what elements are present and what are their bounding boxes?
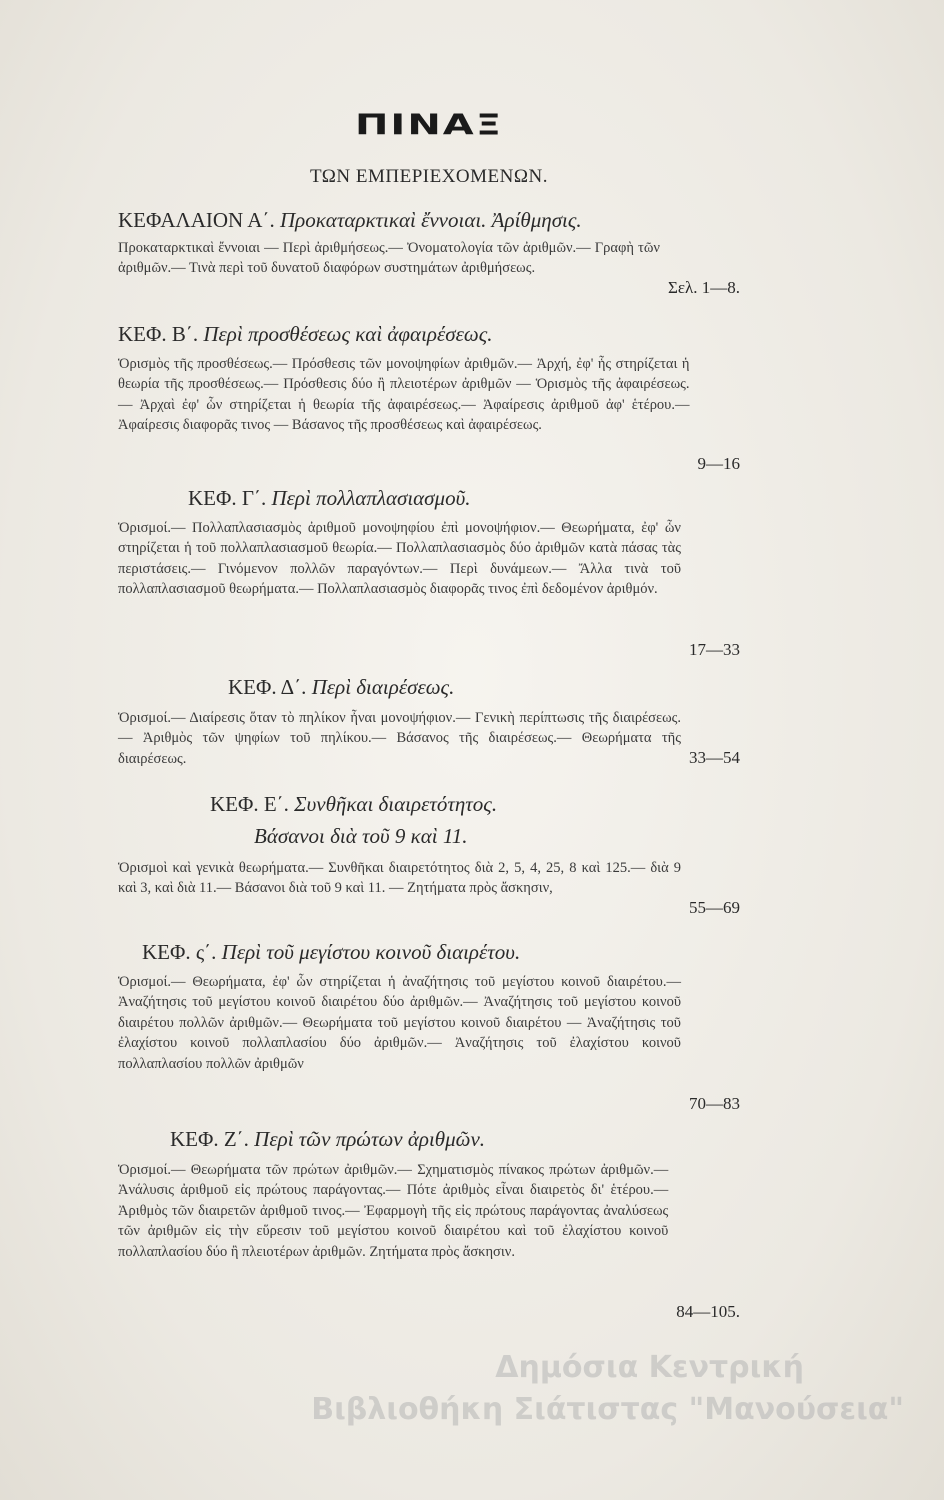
chapter-summary: Ὁρισμὸς τῆς προσθέσεως.— Πρόσθεσις τῶν μονοψηφίων ἀριθμῶν.— Ἀρχή, ἐφ' ἧς στηρίζεται ἡ θεωρία τῆς προσθέσεως.— Πρόσθεσις δύο ἢ πλειοτέρων ἀριθμῶν — Ὁρισμὸς τῆς ἀφαιρέσεως.— Ἀρχαὶ ἐφ' ὧν στηρίζεται ἡ θεωρία τῆς ἀφαιρέσεως.— Ἀφαίρεσις ἀριθμοῦ ἀφ' ἑτέρου.— Ἀφαίρεσις διαφορᾶς τινος — Βάσανος τῆς προσθέσεως καὶ ἀφαιρέσεως.	[118, 356, 690, 434]
chapter-7-heading	[118, 1127, 740, 1152]
chapter-label: ΚΕΦ. Γ΄.	[188, 486, 267, 510]
chapter-4-contents	[118, 708, 740, 769]
page-title: ΠΙΝΑΞ	[354, 108, 504, 142]
page-range: 84—105.	[676, 1302, 740, 1321]
chapter-summary: Ὁρισμοὶ καὶ γενικὰ θεωρήματα.— Συνθῆκαι διαιρετότητος διὰ 2, 5, 4, 25, 8 καὶ 125.— διὰ 9 καὶ 3, καὶ διὰ 11.— Βάσανοι διὰ τοῦ 9 καὶ 11. — Ζητήματα πρὸς ἄσκησιν,	[118, 860, 681, 897]
chapter-summary: Ὁρισμοί.— Θεωρήματα τῶν πρώτων ἀριθμῶν.— Σχηματισμὸς πίνακος πρώτων ἀριθμῶν.— Ἀνάλυσις ἀριθμοῦ εἰς πρώτους παράγοντας.— Πότε ἀριθμὸς εἶναι διαιρετὸς δι' ἑτέρου.— Ἀριθμὸς τῶν διαιρετῶν ἀριθμοῦ τινος.— Ἐφαρμογὴ τῆς εἰς πρώτους παράγοντας ἀναλύσεως τῶν ἀριθμῶν εἰς τὴν εὕρεσιν τοῦ μεγίστου κοινοῦ διαιρέτου καὶ τοῦ ἐλαχίστου κοινοῦ πολλαπλασίου δύο ἢ πλειοτέρων ἀριθμῶν. Ζητήματα πρὸς ἄσκησιν.	[118, 1162, 669, 1260]
chapter-title: Περὶ πολλαπλασιασμοῦ.	[271, 486, 471, 510]
chapter-4-heading	[118, 675, 740, 700]
chapter-title: Προκαταρκτικαὶ ἔννοιαι. Ἀρίθμησις.	[279, 208, 582, 232]
chapter-6-contents	[118, 972, 740, 1114]
chapter-3-heading	[118, 486, 740, 511]
page-range: Σελ. 1—8.	[667, 278, 740, 297]
chapter-title: Περὶ διαιρέσεως.	[311, 675, 455, 699]
chapter-subtitle: Βάσανοι διὰ τοῦ 9 καὶ 11.	[254, 824, 468, 848]
chapter-title: Περὶ τοῦ μεγίστου κοινοῦ διαιρέτου.	[221, 940, 521, 964]
chapter-6-heading	[118, 940, 740, 965]
chapter-3-contents	[118, 518, 740, 660]
chapter-2-heading	[118, 322, 740, 347]
chapter-5-contents	[118, 858, 740, 918]
chapter-label: ΚΕΦ. Β΄.	[118, 322, 199, 346]
chapter-label: ΚΕΦ. Δ΄.	[228, 675, 307, 699]
chapter-summary: Ὁρισμοί.— Θεωρήματα, ἐφ' ὧν στηρίζεται ἡ ἀναζήτησις τοῦ μεγίστου κοινοῦ διαιρέτου.— Ἀναζήτησις τοῦ μεγίστου κοινοῦ διαιρέτου δύο ἀριθμῶν.— Ἀναζήτησις τοῦ μεγίστου κοινοῦ διαιρέτου πολλῶν ἀριθμῶν.— Θεωρήματα τοῦ μεγίστου κοινοῦ διαιρέτου — Ἀναζήτησις τοῦ ἐλαχίστου κοινοῦ πολλαπλασίου δύο ἀριθμῶν.— Ἀναζήτησις τοῦ ἐλαχίστου κοινοῦ πολλαπλασίου πολλῶν ἀριθμῶν	[118, 974, 681, 1072]
chapter-5-subheading	[118, 824, 740, 849]
page-range: 9—16	[697, 454, 740, 473]
chapter-2-contents	[118, 354, 740, 474]
chapter-title: Περὶ τῶν πρώτων ἀριθμῶν.	[254, 1127, 486, 1151]
library-watermark-line-1: Δημόσια Κεντρική	[495, 1350, 804, 1385]
page-range: 55—69	[689, 898, 740, 917]
chapter-label: ΚΕΦ. Ζ΄.	[170, 1127, 249, 1151]
chapter-title: Συνθῆκαι διαιρετότητος.	[294, 792, 498, 816]
page-range: 17—33	[689, 640, 740, 659]
chapter-title: Περὶ προσθέσεως καὶ ἀφαιρέσεως.	[203, 322, 493, 346]
chapter-summary: Προκαταρκτικαὶ ἔννοιαι — Περὶ ἀριθμήσεως.— Ὀνοματολογία τῶν ἀριθμῶν.— Γραφὴ τῶν ἀριθμῶν.— Τινὰ περὶ τοῦ δυνατοῦ διαφόρων συστημάτων ἀριθμήσεως.	[118, 240, 660, 277]
chapter-7-contents	[118, 1160, 740, 1322]
chapter-1-contents	[118, 238, 740, 298]
page-range: 33—54	[689, 748, 740, 767]
chapter-5-heading	[118, 792, 740, 817]
chapter-summary: Ὁρισμοί.— Πολλαπλασιασμὸς ἀριθμοῦ μονοψηφίου ἐπὶ μονοψήφιον.— Θεωρήματα, ἐφ' ὧν στηρίζεται ἡ τοῦ πολλαπλασιασμοῦ θεωρία.— Πολλαπλασιασμὸς δύο ἀριθμῶν κατὰ πάσας τὰς περιστάσεις.— Γινόμενον πολλῶν παραγόντων.— Περὶ δυνάμεων.— Ἄλλα τινὰ τοῦ πολλαπλασιασμοῦ θεωρήματα.— Πολλαπλασιασμὸς διαφορᾶς τινος ἐπὶ δεδομένον ἀριθμόν.	[118, 520, 681, 598]
chapter-summary: Ὁρισμοί.— Διαίρεσις ὅταν τὸ πηλίκον ἦναι μονοψήφιον.— Γενικὴ περίπτωσις τῆς διαιρέσεως.— Ἀριθμὸς τῶν ψηφίων τοῦ πηλίκου.— Βάσανος τῆς διαιρέσεως.— Θεωρήματα τῆς διαιρέσεως.	[118, 710, 681, 767]
library-watermark-line-2: Βιβλιοθήκη Σιάτιστας "Μανούσεια"	[311, 1392, 904, 1427]
page-range: 70—83	[689, 1094, 740, 1113]
chapter-label: ΚΕΦΑΛΑΙΟΝ Α΄.	[118, 208, 275, 232]
chapter-label: ΚΕΦ. ς΄.	[142, 940, 217, 964]
page-subtitle: ΤΩΝ ΕΜΠΕΡΙΕΧΟΜΕΝΩΝ.	[310, 166, 548, 187]
chapter-1-heading	[118, 208, 740, 233]
chapter-label: ΚΕΦ. Ε΄.	[210, 792, 289, 816]
